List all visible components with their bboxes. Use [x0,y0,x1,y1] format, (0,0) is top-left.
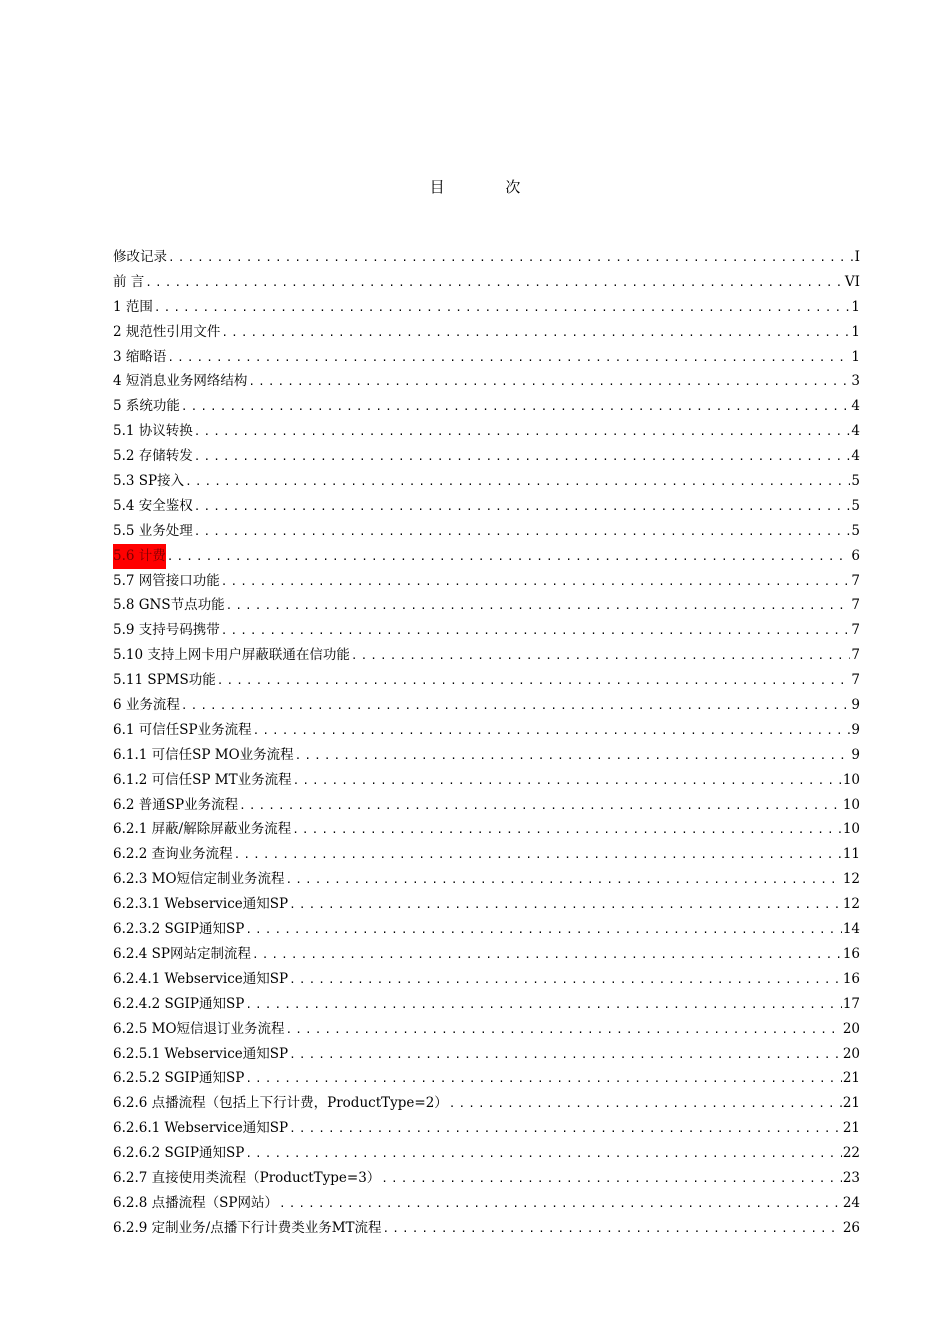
toc-entry-title: 4 短消息业务网络结构 [113,373,248,390]
toc-entry-page-number: 12 [842,871,860,888]
toc-entry-title: 6.2.9 定制业务/点播下行计费类业务MT流程 [113,1219,382,1236]
toc-entry-title: 6.2.5 MO短信退订业务流程 [113,1020,285,1037]
toc-dot-leader [194,445,851,470]
toc-entry[interactable] [113,245,860,270]
toc-entry-page-number: 20 [842,1020,860,1037]
toc-entry-title: 修改记录 [113,249,167,265]
toc-entry-page-number: 5 [851,497,860,514]
toc-entry-page-number: 9 [851,746,860,763]
toc-entry-title: 6.2.4.1 Webservice通知SP [113,970,289,987]
toc-entry-page-number: 16 [842,945,860,962]
page-title: 目 次 [429,178,549,196]
toc-entry-title: 6.1.2 可信任SP MT业务流程 [113,771,292,788]
toc-entry[interactable] [113,569,860,594]
toc-entry-title: 5.5 业务处理 [113,522,193,539]
toc-entry[interactable] [113,1042,860,1067]
toc-entry-page-number: 7 [851,622,860,639]
toc-dot-leader [279,1192,842,1217]
toc-entry[interactable] [113,892,860,917]
toc-entry-page-number: 5 [851,522,860,539]
toc-entry[interactable] [113,345,860,370]
toc-entry-title: 6.2.2 查询业务流程 [113,846,233,863]
toc-dot-leader [449,1092,842,1117]
toc-dot-leader [351,644,851,669]
toc-entry-page-number: 23 [842,1169,860,1186]
toc-dot-leader [194,495,851,520]
toc-entry-page-number: 9 [851,721,860,738]
toc-entry[interactable] [113,593,860,618]
toc-entry-title: 5.10 支持上网卡用户屏蔽联通在信功能 [113,647,350,664]
toc-dot-leader [217,669,851,694]
toc-entry-page-number: 10 [842,821,860,838]
toc-dot-leader [245,993,842,1018]
toc-dot-leader [248,370,850,395]
toc-entry[interactable] [113,867,860,892]
toc-entry-page-number: 7 [851,597,860,614]
toc-entry-page-number: 17 [842,995,860,1012]
toc-dot-leader [145,271,844,296]
toc-entry[interactable] [113,618,860,643]
toc-entry-title: 6 业务流程 [113,697,180,714]
toc-dot-leader [381,1167,842,1192]
toc-entry[interactable] [113,917,860,942]
toc-entry-title: 6.2.3 MO短信定制业务流程 [113,871,285,888]
toc-entry-title: 5.3 SP接入 [113,473,185,490]
toc-entry[interactable] [113,419,860,444]
toc-entry[interactable] [113,469,860,494]
toc-entry[interactable] [113,842,860,867]
toc-entry-page-number: 9 [851,697,860,714]
toc-entry-title: 6.2.5.1 Webservice通知SP [113,1045,289,1062]
toc-entry-title: 6.2.6 点播流程（包括上下行计费，ProductType=2） [113,1095,448,1112]
toc-entry[interactable] [113,270,860,295]
toc-entry-title: 6.2 普通SP业务流程 [113,796,239,813]
toc-entry-title: 6.2.8 点播流程（SP网站） [113,1194,278,1211]
toc-dot-leader [167,346,850,371]
toc-dot-leader [292,818,842,843]
toc-entry-page-number: 26 [842,1219,860,1236]
toc-entry-page-number: 1 [851,323,860,340]
toc-dot-leader [239,794,842,819]
toc-entry[interactable] [113,1166,860,1191]
toc-entry-page-number: 7 [851,672,860,689]
toc-entry-page-number: 1 [851,298,860,315]
toc-dot-leader [253,719,851,744]
toc-entry-title: 5 系统功能 [113,398,180,415]
toc-entry[interactable] [113,444,860,469]
toc-entry-page-number: 7 [851,572,860,589]
toc-entry-page-number: 24 [842,1194,860,1211]
toc-dot-leader [245,1142,842,1167]
toc-entry[interactable] [113,718,860,743]
toc-entry[interactable] [113,643,860,668]
toc-entry[interactable] [113,1091,860,1116]
toc-entry[interactable] [113,743,860,768]
toc-entry[interactable] [113,519,860,544]
toc-entry[interactable] [113,320,860,345]
toc-dot-leader [221,570,851,595]
toc-entry-page-number: 5 [851,473,860,490]
toc-dot-leader [181,395,851,420]
toc-entry-page-number: 4 [851,448,860,465]
toc-dot-leader [221,321,850,346]
toc-dot-leader [181,694,851,719]
toc-entry-title: 5.1 协议转换 [113,423,193,440]
toc-entry[interactable] [113,1066,860,1091]
toc-entry-title: 6.2.3.2 SGIP通知SP [113,921,245,938]
toc-entry-page-number: 6 [851,547,860,564]
toc-entry[interactable] [113,817,860,842]
toc-entry-title: 1 范围 [113,298,153,315]
toc-entry-page-number: 4 [851,423,860,440]
toc-entry-page-number: 12 [842,896,860,913]
toc-entry-title: 6.1.1 可信任SP MO业务流程 [113,746,294,763]
toc-entry-title: 2 规范性引用文件 [113,323,221,340]
toc-entry-page-number: 21 [842,1095,860,1112]
toc-dot-leader [194,520,851,545]
toc-dot-leader [252,943,842,968]
toc-entry-page-number: I [854,249,860,265]
toc-dot-leader [245,1067,842,1092]
toc-entry[interactable] [113,1017,860,1042]
toc-entry-title: 5.7 网管接口功能 [113,572,220,589]
toc-entry-title: 5.6 计费 [113,544,166,569]
toc-entry-page-number: 11 [842,846,860,863]
toc-entry-page-number: 14 [842,921,860,938]
toc-dot-leader [245,918,842,943]
toc-entry-page-number: 1 [851,348,860,365]
toc-entry-title: 6.2.6.2 SGIP通知SP [113,1145,245,1162]
toc-entry[interactable] [113,793,860,818]
toc-entry[interactable] [113,369,860,394]
toc-entry-page-number: 20 [842,1045,860,1062]
toc-dot-leader [154,296,851,321]
toc-dot-leader [168,246,854,271]
toc-entry-page-number: 10 [842,771,860,788]
toc-entry-title: 5.9 支持号码携带 [113,622,220,639]
toc-entry-page-number: 10 [842,796,860,813]
toc-dot-leader [289,1043,842,1068]
toc-entry-title: 6.2.1 屏蔽/解除屏蔽业务流程 [113,821,292,838]
toc-entry-title: 3 缩略语 [113,348,167,365]
toc-entry-page-number: 7 [851,647,860,664]
toc-entry-page-number: 22 [842,1145,860,1162]
toc-entry-page-number: 21 [842,1120,860,1137]
toc-entry[interactable] [113,768,860,793]
toc-entry-page-number: 3 [851,373,860,390]
toc-entry-title: 6.1 可信任SP业务流程 [113,721,252,738]
toc-entry-title: 6.2.4 SP网站定制流程 [113,945,251,962]
toc-dot-leader [167,545,851,570]
toc-entry[interactable] [113,668,860,693]
toc-dot-leader [289,893,842,918]
toc-entry[interactable] [113,1116,860,1141]
toc-entry-page-number: 4 [851,398,860,415]
toc-dot-leader [286,1018,842,1043]
toc-entry-title: 5.11 SPMS功能 [113,672,216,689]
toc-entry[interactable] [113,992,860,1017]
table-of-contents [113,245,860,1241]
toc-entry-page-number: 16 [842,970,860,987]
toc-entry[interactable] [113,394,860,419]
toc-entry[interactable] [113,942,860,967]
toc-entry-title: 6.2.4.2 SGIP通知SP [113,995,245,1012]
toc-dot-leader [194,420,851,445]
toc-entry[interactable] [113,693,860,718]
toc-entry-page-number: VI [844,273,860,290]
toc-dot-leader [226,594,851,619]
toc-entry-title: 6.2.5.2 SGIP通知SP [113,1070,245,1087]
toc-dot-leader [286,868,842,893]
toc-entry-title: 5.4 安全鉴权 [113,497,193,514]
toc-dot-leader [221,619,851,644]
toc-dot-leader [293,769,842,794]
toc-entry[interactable] [113,494,860,519]
toc-entry[interactable] [113,1141,860,1166]
toc-entry[interactable] [113,1191,860,1216]
toc-entry-title: 5.8 GNS节点功能 [113,597,225,614]
toc-entry-page-number: 21 [842,1070,860,1087]
toc-dot-leader [383,1217,842,1242]
toc-dot-leader [295,744,851,769]
toc-dot-leader [289,1117,842,1142]
toc-entry-title: 前 言 [113,273,145,290]
toc-entry-title: 6.2.3.1 Webservice通知SP [113,896,289,913]
toc-dot-leader [289,968,842,993]
toc-entry-title: 5.2 存储转发 [113,448,193,465]
toc-entry-title: 6.2.7 直接使用类流程（ProductType=3） [113,1169,381,1186]
toc-entry[interactable] [113,967,860,992]
toc-dot-leader [234,843,842,868]
toc-entry[interactable] [113,295,860,320]
toc-entry-title: 6.2.6.1 Webservice通知SP [113,1120,289,1137]
toc-entry[interactable] [113,1216,860,1241]
toc-entry[interactable] [113,544,860,569]
toc-dot-leader [185,470,850,495]
